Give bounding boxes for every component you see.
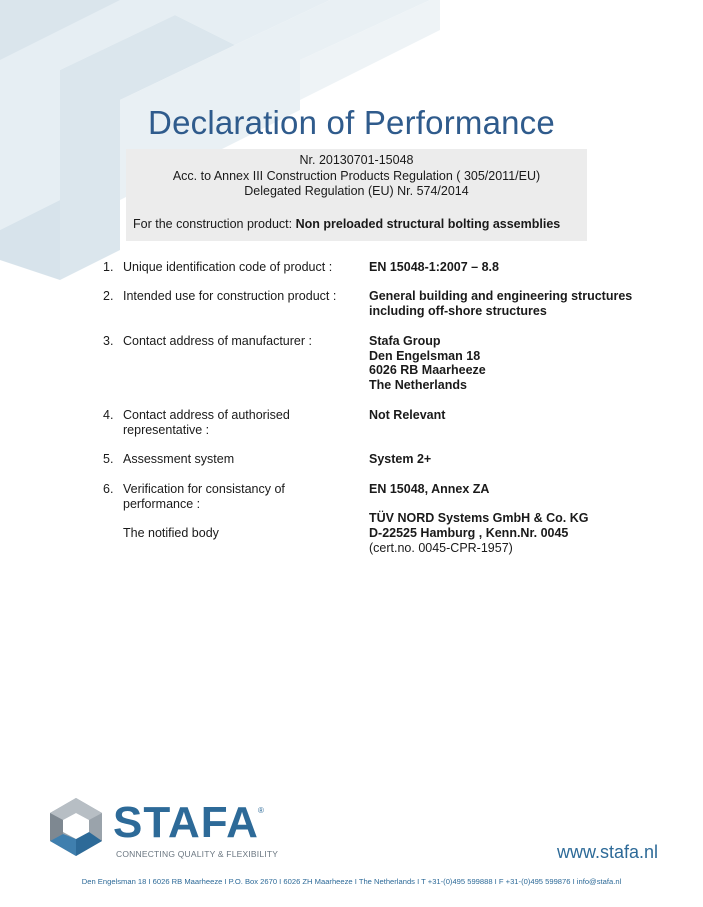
item-number: 6. [103, 482, 114, 496]
item-label: Contact address of manufacturer : [123, 334, 312, 348]
item-label: Assessment system [123, 452, 235, 466]
construction-product [133, 217, 560, 233]
footer-contact: Den Engelsman 18 I 6026 RB Maarheeze I P.O. Box 2670 I 6026 ZH Maarheeze I The Netherlands I T +31-(0)495 599888 I F +31-(0)495 599876 I info@stafa.nl [81, 877, 622, 886]
stafa-logo-icon [45, 796, 107, 858]
doc-number: Nr. 20130701-15048 [299, 153, 414, 167]
item-label: Unique identification code of product : [123, 260, 333, 274]
item-number: 1. [103, 260, 114, 274]
product-prefix: For the construction product: [133, 217, 293, 231]
item-label: representative : [123, 422, 210, 437]
delegated-regulation-line: Delegated Regulation (EU) Nr. 574/2014 [244, 184, 469, 198]
item-value: 6026 RB Maarheeze [369, 363, 486, 377]
item-value: General building and engineering structures [369, 289, 633, 303]
item-value: The Netherlands [369, 377, 467, 392]
item-label: Verification for consistancy of [123, 482, 285, 496]
item-number: 2. [103, 289, 114, 303]
item-label: performance : [123, 496, 201, 511]
item-value: including off-shore structures [369, 304, 547, 318]
notified-body-label: The notified body [123, 526, 219, 540]
brand-tagline: CONNECTING QUALITY & FLEXIBILITY [116, 849, 279, 859]
item-number: 3. [103, 334, 114, 348]
item-value: EN 15048, Annex ZA [369, 482, 490, 496]
certificate-number: (cert.no. 0045-CPR-1957) [369, 541, 513, 555]
item-number: 5. [103, 452, 114, 466]
registered-mark: ® [258, 806, 264, 815]
item-number: 4. [103, 408, 114, 422]
website-link[interactable]: www.stafa.nl [556, 842, 658, 862]
item-value: Den Engelsman 18 [369, 348, 481, 363]
page-title: Declaration of Performance [148, 104, 555, 141]
item-label: Contact address of authorised [123, 408, 290, 422]
header-info-box [126, 149, 587, 241]
notified-body-line: D-22525 Hamburg , Kenn.Nr. 0045 [369, 526, 569, 540]
regulation-line: Acc. to Annex III Construction Products Regulation ( 305/2011/EU) [172, 168, 541, 183]
item-value: System 2+ [369, 452, 432, 466]
item-value: EN 15048-1:2007 – 8.8 [369, 260, 499, 274]
product-name: Non preloaded structural bolting assemblies [295, 217, 561, 231]
brand-name: STAFA [113, 798, 259, 847]
item-label: Intended use for construction product : [123, 289, 337, 303]
notified-body-line: TÜV NORD Systems GmbH & Co. KG [369, 511, 589, 525]
item-value: Stafa Group [369, 334, 441, 348]
item-value: Not Relevant [369, 408, 446, 422]
